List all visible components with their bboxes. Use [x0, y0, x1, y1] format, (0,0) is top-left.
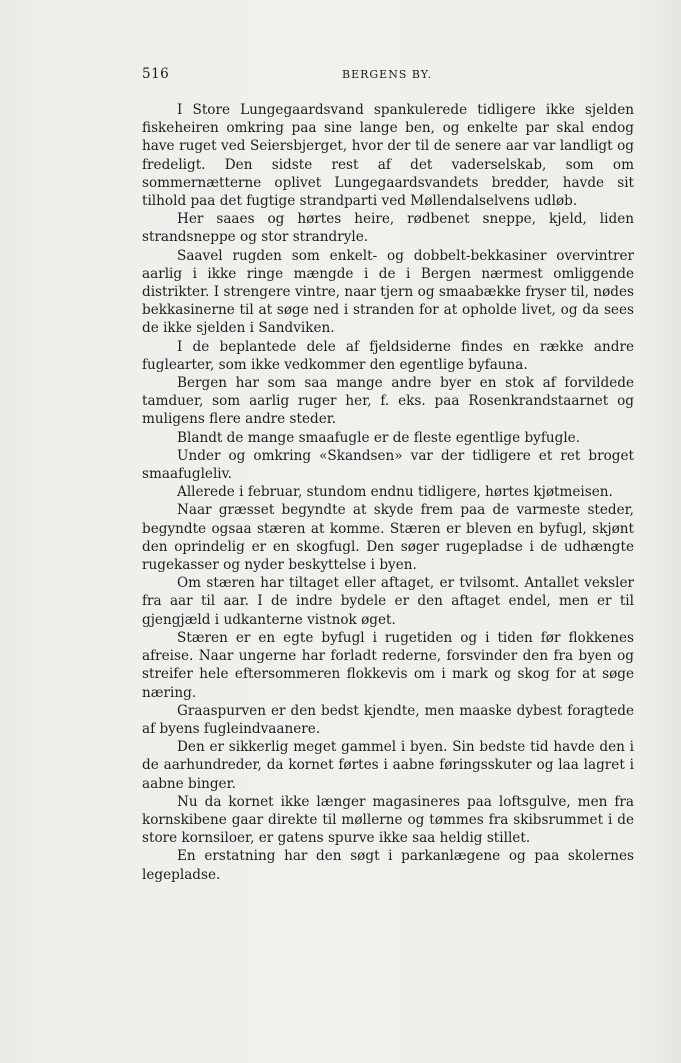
paragraph: I de beplantede dele af fjeldsiderne findes en række andre fuglearter, som ikke vedkommer den egentlige byfauna.	[142, 338, 634, 373]
paragraph: Blandt de mange smaafugle er de fleste egentlige byfugle.	[177, 429, 581, 446]
page-number: 516	[142, 66, 170, 82]
paragraph: Om stæren har tiltaget eller aftaget, er tvilsomt. Antallet veksler fra aar til aar. I de indre bydele er den aftaget endel, men er til gjengjæld i udkanterne vistnok øget.	[142, 575, 634, 628]
page-header	[142, 66, 634, 86]
paragraph: Stæren er en egte byfugl i rugetiden og i tiden før flokkenes afreise. Naar ungerne har forladt rederne, forsvinder den fra byen og streifer hele eftersommeren flokkevis om i mark og skog for at søge næring.	[142, 629, 634, 701]
paragraph: Allerede i februar, stundom endnu tidligere, hørtes kjøtmeisen.	[177, 484, 613, 501]
paragraph: Den er sikkerlig meget gammel i byen. Sin bedste tid havde den i de aarhundreder, da kornet førtes i aabne føringsskuter og laa lagret i aabne binger.	[142, 739, 634, 792]
paragraph: Nu da kornet ikke længer magasineres paa loftsgulve, men fra kornskibene gaar direkte til møllerne og tømmes fra skibsrummet i de store kornsiloer, er gatens spurve ikke saa heldig stillet.	[142, 793, 634, 847]
paragraph: Saavel rugden som enkelt- og dobbelt-bekkasiner overvintrer aarlig i ikke ringe mængde i de i Bergen nærmest omliggende distrikter. I strengere vintre, naar tjern og smaabække fryser til, nødes bekkasinerne til at søge ned i stranden for at opholde livet, og da sees de ikke sjelden i Sandviken.	[142, 247, 634, 337]
paragraph: Her saaes og hørtes heire, rødbenet sneppe, kjeld, liden strandsneppe og stor strandryle.	[142, 211, 634, 246]
paragraph: I Store Lungegaardsvand spankulerede tidligere ikke sjelden fiskeheiren omkring paa sine lange ben, og enkelte par skal endog have ruget ved Seiersbjerget, hvor der til de senere aar var landligt og fredeligt. Den sidste rest af det vaderselskab, som om sommernætterne oplivet Lungegaardsvandets bredder, havde sit tilhold paa det fugtige strandparti ved Møllendalselvens udløb.	[142, 102, 634, 210]
paragraph: Naar græsset begyndte at skyde frem paa de varmeste steder, begyndte ogsaa stæren at komme. Stæren er bleven en byfugl, skjønt den oprindelig er en skogfugl. Den søger rugepladse i de udhængte rugekasser og nyder beskyttelse i byen.	[142, 502, 634, 574]
paragraph: En erstatning har den søgt i parkanlægene og paa skolernes legepladse.	[142, 848, 634, 883]
paragraph: Under og omkring «Skandsen» var der tidligere et ret broget smaafugleliv.	[142, 447, 634, 483]
body-text	[142, 101, 634, 884]
paragraph: Bergen har som saa mange andre byer en stok af forvildede tamduer, som aarlig ruger her, f. eks. paa Rosenkrandstaarnet og muligens flere andre steder.	[142, 375, 634, 428]
running-head: BERGENS BY.	[342, 68, 433, 81]
paragraph: Graaspurven er den bedst kjendte, men maaske dybest foragtede af byens fugleindvaanere.	[142, 702, 634, 737]
